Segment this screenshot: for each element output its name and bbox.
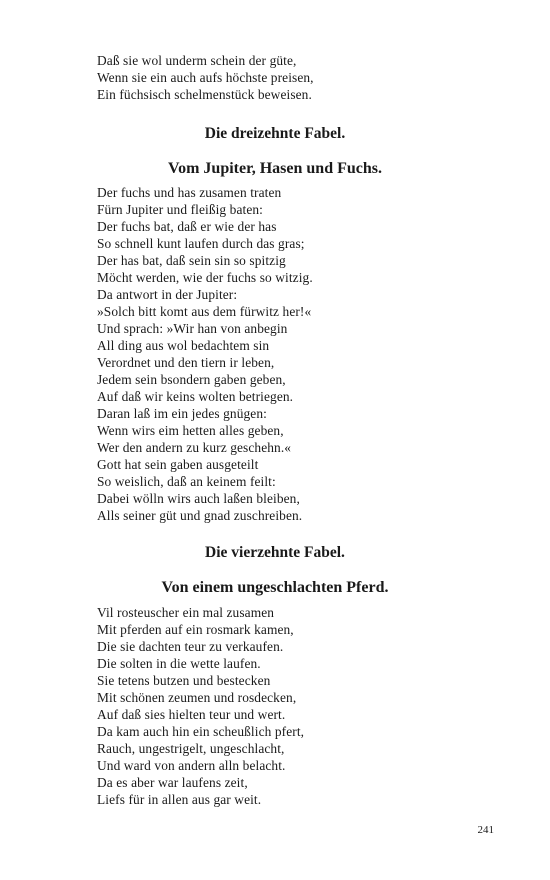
- verse-line: Mit pferden auf ein rosmark kamen,: [97, 622, 294, 637]
- verse-line: Der fuchs und has zusamen traten: [97, 185, 282, 200]
- fable-13-verse-block: [97, 184, 497, 524]
- verse-line: Wenn sie ein auch aufs höchste preisen,: [97, 70, 314, 85]
- verse-line: Die solten in die wette laufen.: [97, 656, 261, 671]
- verse-line: Der fuchs bat, daß er wie der has: [97, 219, 277, 234]
- verse-line: Alls seiner güt und gnad zuschreiben.: [97, 508, 303, 523]
- verse-line: Dabei wölln wirs auch laßen bleiben,: [97, 491, 300, 506]
- verse-line: Liefs für in allen aus gar weit.: [97, 792, 262, 807]
- verse-line: Gott hat sein gaben ausgeteilt: [97, 457, 259, 472]
- intro-verse-block: [97, 52, 497, 103]
- verse-line: Vil rosteuscher ein mal zusamen: [97, 605, 275, 620]
- verse-line: Verordnet und den tiern ir leben,: [97, 355, 275, 370]
- verse-line: Auf daß wir keins wolten betriegen.: [97, 389, 294, 404]
- verse-line: Wer den andern zu kurz geschehn.«: [97, 440, 292, 455]
- verse-line: So schnell kunt laufen durch das gras;: [97, 236, 305, 251]
- fable-13-verse: [97, 184, 497, 524]
- fable-14-number: Die vierzehnte Fabel.: [205, 544, 345, 561]
- verse-line: Fürn Jupiter und fleißig baten:: [97, 202, 263, 217]
- verse-line: Daß sie wol underm schein der güte,: [97, 53, 297, 68]
- verse-line: Der has bat, daß sein sin so spitzig: [97, 253, 286, 268]
- verse-line: »Solch bitt komt aus dem fürwitz her!«: [97, 304, 312, 319]
- verse-line: Wenn wirs eim hetten alles geben,: [97, 423, 284, 438]
- fable-14-verse: [97, 604, 497, 808]
- page-number: 241: [477, 824, 494, 836]
- verse-line: Und sprach: »Wir han von anbegin: [97, 321, 288, 336]
- verse-line: Da es aber war laufens zeit,: [97, 775, 248, 790]
- fable-14-title: Von einem ungeschlachten Pferd.: [161, 579, 389, 596]
- verse-line: Rauch, ungestrigelt, ungeschlacht,: [97, 741, 285, 756]
- verse-line: Und ward von andern alln belacht.: [97, 758, 286, 773]
- verse-line: Da kam auch hin ein scheußlich pfert,: [97, 724, 305, 739]
- verse-line: All ding aus wol bedachtem sin: [97, 338, 270, 353]
- fable-13-number: Die dreizehnte Fabel.: [204, 125, 346, 142]
- verse-line: Jedem sein bsondern gaben geben,: [97, 372, 286, 387]
- verse-line: Auf daß sies hielten teur und wert.: [97, 707, 286, 722]
- verse-line: Daran laß im ein jedes gnügen:: [97, 406, 267, 421]
- fable-14-verse-block: [97, 604, 497, 808]
- verse-line: Die sie dachten teur zu verkaufen.: [97, 639, 284, 654]
- intro-verse: [97, 52, 497, 103]
- verse-line: Sie tetens butzen und bestecken: [97, 673, 271, 688]
- verse-line: Möcht werden, wie der fuchs so witzig.: [97, 270, 313, 285]
- verse-line: Mit schönen zeumen und rosdecken,: [97, 690, 297, 705]
- verse-line: Ein füchsisch schelmenstück beweisen.: [97, 87, 312, 102]
- fable-13-title: Vom Jupiter, Hasen und Fuchs.: [168, 160, 382, 177]
- verse-line: Da antwort in der Jupiter:: [97, 287, 238, 302]
- verse-line: So weislich, daß an keinem feilt:: [97, 474, 276, 489]
